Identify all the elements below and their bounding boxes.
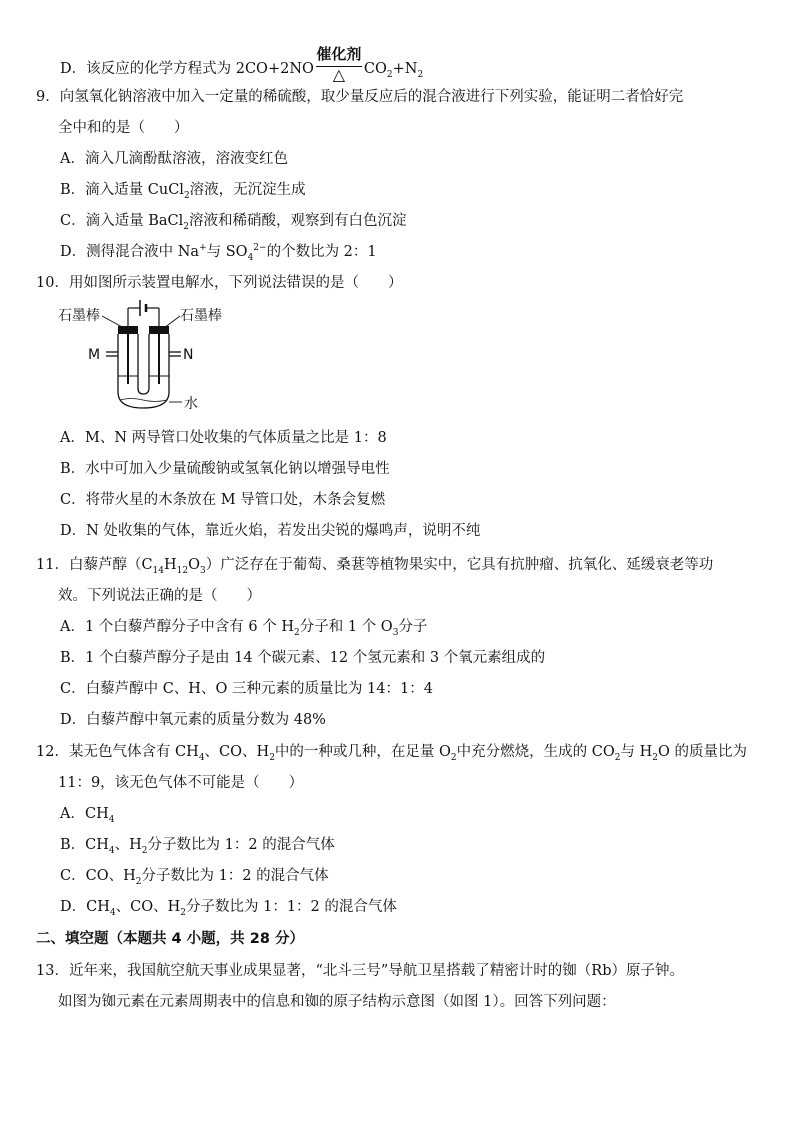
label-water: 水 (184, 396, 198, 412)
q11-stem-line1: 11．白藜芦醇$(C_{14}H_{12}O_3)$广泛存在于葡萄、桑葚等植物果实中，它具有抗肿瘤、抗氧化、延缓衰老等功 (36, 557, 714, 576)
q12-stem-line2: 11：9，该无色气体不可能是（ ） (58, 775, 304, 791)
q11-option-b: B．1 个白藜芦醇分子是由 14 个碳元素、12 个氢元素和 3 个氧元素组成的 (60, 650, 546, 666)
q9-option-c: C．滴入适量 BaCl$_2$溶液和稀硝酸，观察到有白色沉淀 (60, 213, 407, 232)
label-m: M (88, 347, 101, 363)
u-tube-inner (138, 334, 149, 394)
electrolysis-apparatus-figure (56, 296, 246, 416)
q11-option-d: D．白藜芦醇中氧元素的质量分数为 48% (60, 712, 326, 728)
q12-option-c: C．CO、$H_2$分子数比为 1：2 的混合气体 (60, 868, 329, 887)
q12-option-b: B．$CH_4$、$H_2$分子数比为 1：2 的混合气体 (60, 837, 335, 856)
q10-option-a: A．M、N 两导管口处收集的气体质量之比是 1：8 (60, 430, 387, 446)
q9-option-d: D．测得混合液中 Na+与 $SO_4^{2-}$的个数比为 2：1 (60, 243, 377, 263)
q9-option-b: B．滴入适量 CuCl$_2$溶液，无沉淀生成 (60, 182, 306, 201)
electrode-cap-right (149, 326, 169, 334)
q9-option-a: A．滴入几滴酚酞溶液，溶液变红色 (60, 151, 288, 167)
catalyst-condition: 催化剂 △ (316, 45, 362, 84)
q10-option-c: C．将带火星的木条放在 M 导管口处，木条会复燃 (60, 492, 386, 508)
q10-stem: 10．用如图所示装置电解水，下列说法错误的是（ ） (36, 275, 403, 291)
q12-option-a: A．$CH_4$ (60, 806, 115, 825)
q11-option-a: A．1 个白藜芦醇分子中含有 6 个 $H_2$分子和 1 个 $O_3$分子 (60, 619, 428, 638)
label-graphite-right: 石墨棒 (180, 308, 222, 324)
label-graphite-left: 石墨棒 (58, 308, 100, 324)
q10-option-d: D．N 处收集的气体，靠近火焰，若发出尖锐的爆鸣声，说明不纯 (60, 523, 481, 539)
q12-stem-line1: 12．某无色气体含有 $CH_4$、CO、$H_2$中的一种或几种，在足量 $O_2$中充分燃烧，生成的 $CO_2$与 $H_2O$ 的质量比为 (36, 744, 747, 763)
q11-stem-line2: 效。下列说法正确的是（ ） (58, 588, 261, 604)
label-n: N (183, 347, 194, 363)
electrode-cap-left (118, 326, 138, 334)
q10-option-b: B．水中可加入少量硫酸钠或氢氧化钠以增强导电性 (60, 461, 390, 477)
q8-option-d: D．该反应的化学方程式为 2CO+2NO 催化剂 △ $CO_2+N_2$ (60, 45, 424, 84)
u-tube-outer (118, 334, 169, 408)
q13-stem-line2: 如图为铷元素在元素周期表中的信息和铷的原子结构示意图（如图 1）。回答下列问题： (58, 994, 616, 1010)
q9-stem-line1: 9．向氢氧化钠溶液中加入一定量的稀硫酸，取少量反应后的混合液进行下列实验，能证明二者恰好完 (36, 89, 684, 105)
q13-stem-line1: 13．近年来，我国航空航天事业成果显著，“北斗三号”导航卫星搭载了精密计时的铷（Rb）原子钟。 (36, 963, 684, 979)
section-title-fill-in: 二、填空题（本题共 4 小题，共 28 分） (36, 931, 304, 947)
q9-stem-line2: 全中和的是（ ） (58, 120, 189, 136)
q12-option-d: D．$CH_4$、CO、$H_2$分子数比为 1：1：2 的混合气体 (60, 899, 397, 918)
q11-option-c: C．白藜芦醇中 C、H、O 三种元素的质量比为 14：1：4 (60, 681, 433, 697)
